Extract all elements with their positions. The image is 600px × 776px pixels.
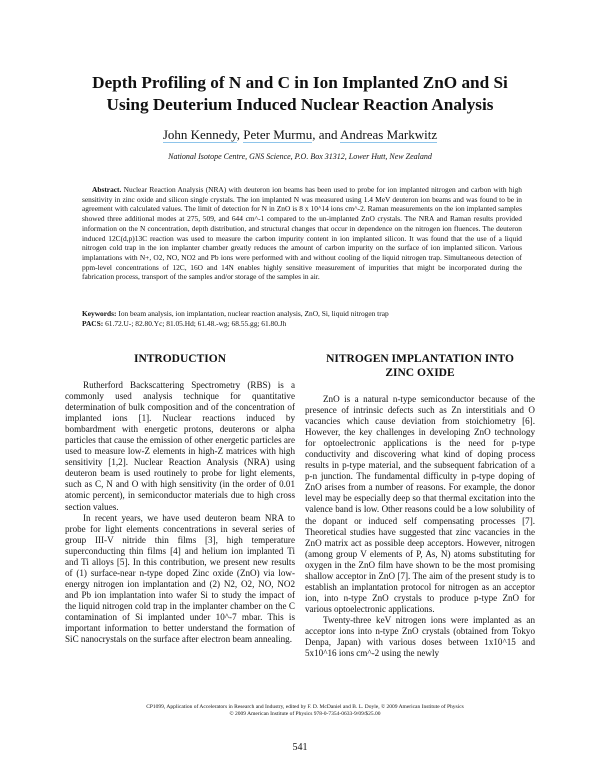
keywords-text: Ion beam analysis, ion implantation, nuclear reaction analysis, ZnO, Si, liquid nitrogen trap [118,309,389,318]
section-heading-introduction: INTRODUCTION [133,353,226,365]
column-right [305,352,535,659]
author-link-murmu[interactable]: Peter Murmu [243,127,313,142]
heading-line-2: ZINC OXIDE [385,367,455,379]
author-separator: , [236,127,244,142]
author-link-markwitz[interactable]: Andreas Markwitz [340,127,438,142]
author-link-kennedy[interactable]: John Kennedy [162,127,237,142]
paper-title [40,72,560,116]
heading-line-1: NITROGEN IMPLANTATION INTO [326,353,514,365]
abstract-label: Abstract. [92,185,122,194]
footnote [120,704,490,718]
keywords-label: Keywords: [82,309,117,318]
keywords-block [82,309,522,328]
footnote-line-2: © 2009 American Institute of Physics 978-0-7354-0633-9/09/$25.00 [229,711,381,717]
column-left [65,352,295,645]
pacs-label: PACS: [82,318,104,328]
title-line-1: Depth Profiling of N and C in Ion Implanted ZnO and Si [92,73,508,92]
abstract [82,185,522,282]
affiliation: National Isotope Centre, GNS Science, P.O. Box 31312, Lower Hutt, New Zealand [168,152,432,161]
intro-paragraph-1: Rutherford Backscattering Spectrometry (RBS) is a commonly used analysis technique for quantitative determination of bulk composition and of the concentration of implanted ions [1]. Nuclear reactions induced by bombardment with energetic protons, deuterons or alpha particles that cause the emission of other energetic particles are used to measure low-Z elements in high-Z matrices with high sensitivity [1,2]. Nuclear Reaction Analysis (NRA) using deuteron beam is used routinely to probe for light elements, such as C, N and O with high sensitivity (in the order of 0.01 atomic percent), in semiconductor materials due to high cross section values. [65,380,295,512]
title-line-2: Using Deuterium Induced Nuclear Reaction Analysis [106,95,494,114]
footnote-line-1: CP1099, Application of Accelerators in Research and Industry, edited by F. D. McDaniel and B. L. Doyle, © 2009 American Institute of Physics [146,704,464,710]
author-separator: , and [312,127,341,142]
nitrogen-paragraph-2: Twenty-three keV nitrogen ions were implanted as an acceptor ions into n-type ZnO crystals (obtained from Tokyo Denpa, Japan) with various doses between 1x10^15 and 5x10^16 ions cm^-2 using the newly [305,614,535,659]
author-list [40,127,560,143]
intro-paragraph-2: In recent years, we have used deuteron beam NRA to probe for light elements concentrations in several series of group III-V nitride thin films [3], high temperature superconducting thin films [4] and helium ion implanted Ti and Ti alloys [5]. In this contribution, we present new results of (1) surface-near n-type doped Zinc oxide (ZnO) via low-energy nitrogen ion implantation and (2) N2, O2, NO, NO2 and Pb ion implantation into wafer Si to study the impact of the liquid nitrogen cold trap in the implanter chamber on the C contamination of Si implanted under 10^-7 mbar. This is important information to better understand the formation of SiC nanocrystals on the surface after electron beam annealing. [65,512,295,645]
pacs-text: 61.72.U-; 82.80.Yc; 81.05.Hd; 61.48.-wg; 68.55.gg; 61.80.Jh [105,318,287,328]
page-number: 541 [292,742,308,753]
section-heading-nitrogen [305,352,535,380]
nitrogen-paragraph-1: ZnO is a natural n-type semiconductor because of the presence of intrinsic defects such as Zn interstitials and O vacancies which cause deviation from stoichiometry [6]. However, the key challenges in developing ZnO technology for optoelectronic applications is the need for p-type conductivity and discovering what kind of doping process results in p-type material, and the subsequent fabrication of a p-n junction. The fundamental difficulty in p-type doping of ZnO arises from a number of reasons. For example, the donor level may be especially deep so that thermal excitation into the valence band is low. Other reasons could be a low solubility of the dopant or induced self compensating processes [7]. Theoretical studies have suggested that zinc vacancies in the ZnO matrix act as possible deep acceptors. However, nitrogen (among group V elements of P, As, N) atoms substituting for oxygen in the ZnO film have shown to be the most promising shallow acceptor in ZnO [7]. The aim of the present study is to establish an implantation protocol for nitrogen as an acceptor ion, into n-type ZnO crystals to produce p-type ZnO for various optoelectronic applications. [305,394,535,614]
abstract-text: Nuclear Reaction Analysis (NRA) with deuteron ion beams has been used to probe for ion implanted nitrogen and carbon with high sensitivity in zinc oxide and silicon single crystals. The ion implanted N was measured using 1.4 MeV deuteron ion beams and was found to be in agreement with calculated values. The limit of detection for N in ZnO is 8 x 10^14 ions cm^-2. Raman measurements on the ion implanted samples showed three additional modes at 275, 509, and 644 cm^-1 compared to the un-implanted ZnO crystals. The NRA and Raman results provided information on the N concentration, depth distribution, and structural changes that occur in dependence on the nitrogen ion fluences. The deuteron induced 12C(d,p)13C reaction was used to measure the carbon impurity content in ion implanted silicon. It was found that the use of a liquid nitrogen cold trap in the ion implanter chamber greatly reduces the amount of carbon impurity on the surface of ion implanted silicon. Various implantations with N+, O2, NO, NO2 and Pb ions were performed with and without cooling of the liquid nitrogen trap. Simultaneous detection of ppm-level concentrations of 12C, 16O and 14N enables highly sensitive measurement of impurities that might be incorporated during the fabrication process, transport of the samples and/or storage of the samples in air. [82,185,522,282]
